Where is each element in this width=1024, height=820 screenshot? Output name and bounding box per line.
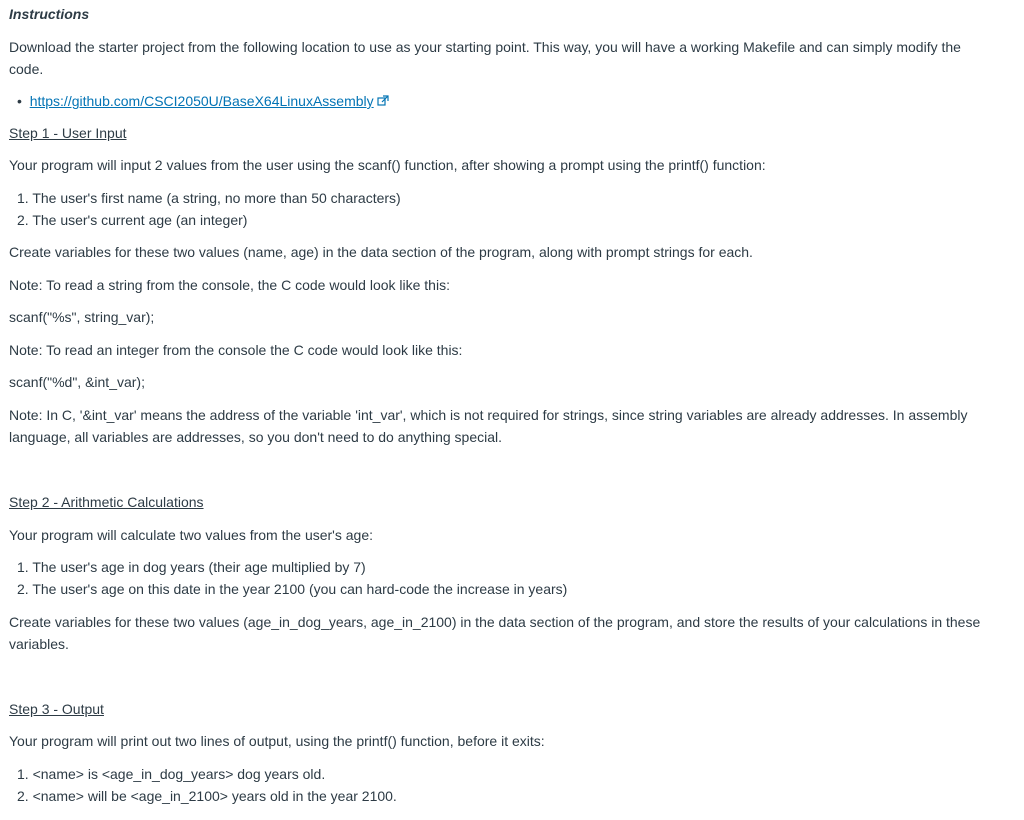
step2-title: Step 2 - Arithmetic Calculations: [9, 494, 204, 510]
code-string: scanf("%s", string_var);: [9, 309, 155, 325]
note-string: Note: To read a string from the console, the C code would look like this:: [9, 277, 450, 293]
external-link-icon[interactable]: [377, 91, 389, 113]
step1-description: Your program will input 2 values from the user using the scanf() function, after showing a prompt using the printf() function:: [9, 157, 766, 173]
list-item: 2. <name> will be <age_in_2100> years old in the year 2100.: [17, 788, 397, 804]
starter-project-link[interactable]: https://github.com/CSCI2050U/BaseX64LinuxAssembly: [29, 93, 374, 109]
step2-vars-note: Create variables for these two values (age_in_dog_years, age_in_2100) in the data section of the program, and store the results of your calculations in these variables.: [9, 614, 981, 652]
step2-description: Your program will calculate two values from the user's age:: [9, 527, 373, 543]
code-int: scanf("%d", &int_var);: [9, 374, 145, 390]
bullet-dot: •: [17, 93, 30, 109]
list-item: 2. The user's age on this date in the year 2100 (you can hard-code the increase in years): [17, 581, 568, 597]
step3-title: Step 3 - Output: [9, 701, 104, 717]
intro-paragraph: Download the starter project from the following location to use as your starting point. This way, you will have a working Makefile and can simply modify the code.: [9, 39, 961, 77]
step1-vars-note: Create variables for these two values (name, age) in the data section of the program, along with prompt strings for each.: [9, 244, 753, 260]
note-address: Note: In C, '&int_var' means the address of the variable 'int_var', which is not required for strings, since string variables are already addresses. In assembly language, all variables are addresses, so you don't need to do anything special.: [9, 407, 968, 445]
list-item: 2. The user's current age (an integer): [17, 212, 248, 228]
instructions-heading: Instructions: [9, 6, 90, 22]
step3-description: Your program will print out two lines of output, using the printf() function, before it exits:: [9, 733, 545, 749]
starter-link-item: [17, 90, 389, 113]
step1-title: Step 1 - User Input: [9, 125, 127, 141]
list-item: 1. <name> is <age_in_dog_years> dog years old.: [17, 766, 326, 782]
note-int: Note: To read an integer from the console the C code would look like this:: [9, 342, 463, 358]
list-item: 1. The user's first name (a string, no more than 50 characters): [17, 190, 401, 206]
list-item: 1. The user's age in dog years (their age multiplied by 7): [17, 559, 366, 575]
